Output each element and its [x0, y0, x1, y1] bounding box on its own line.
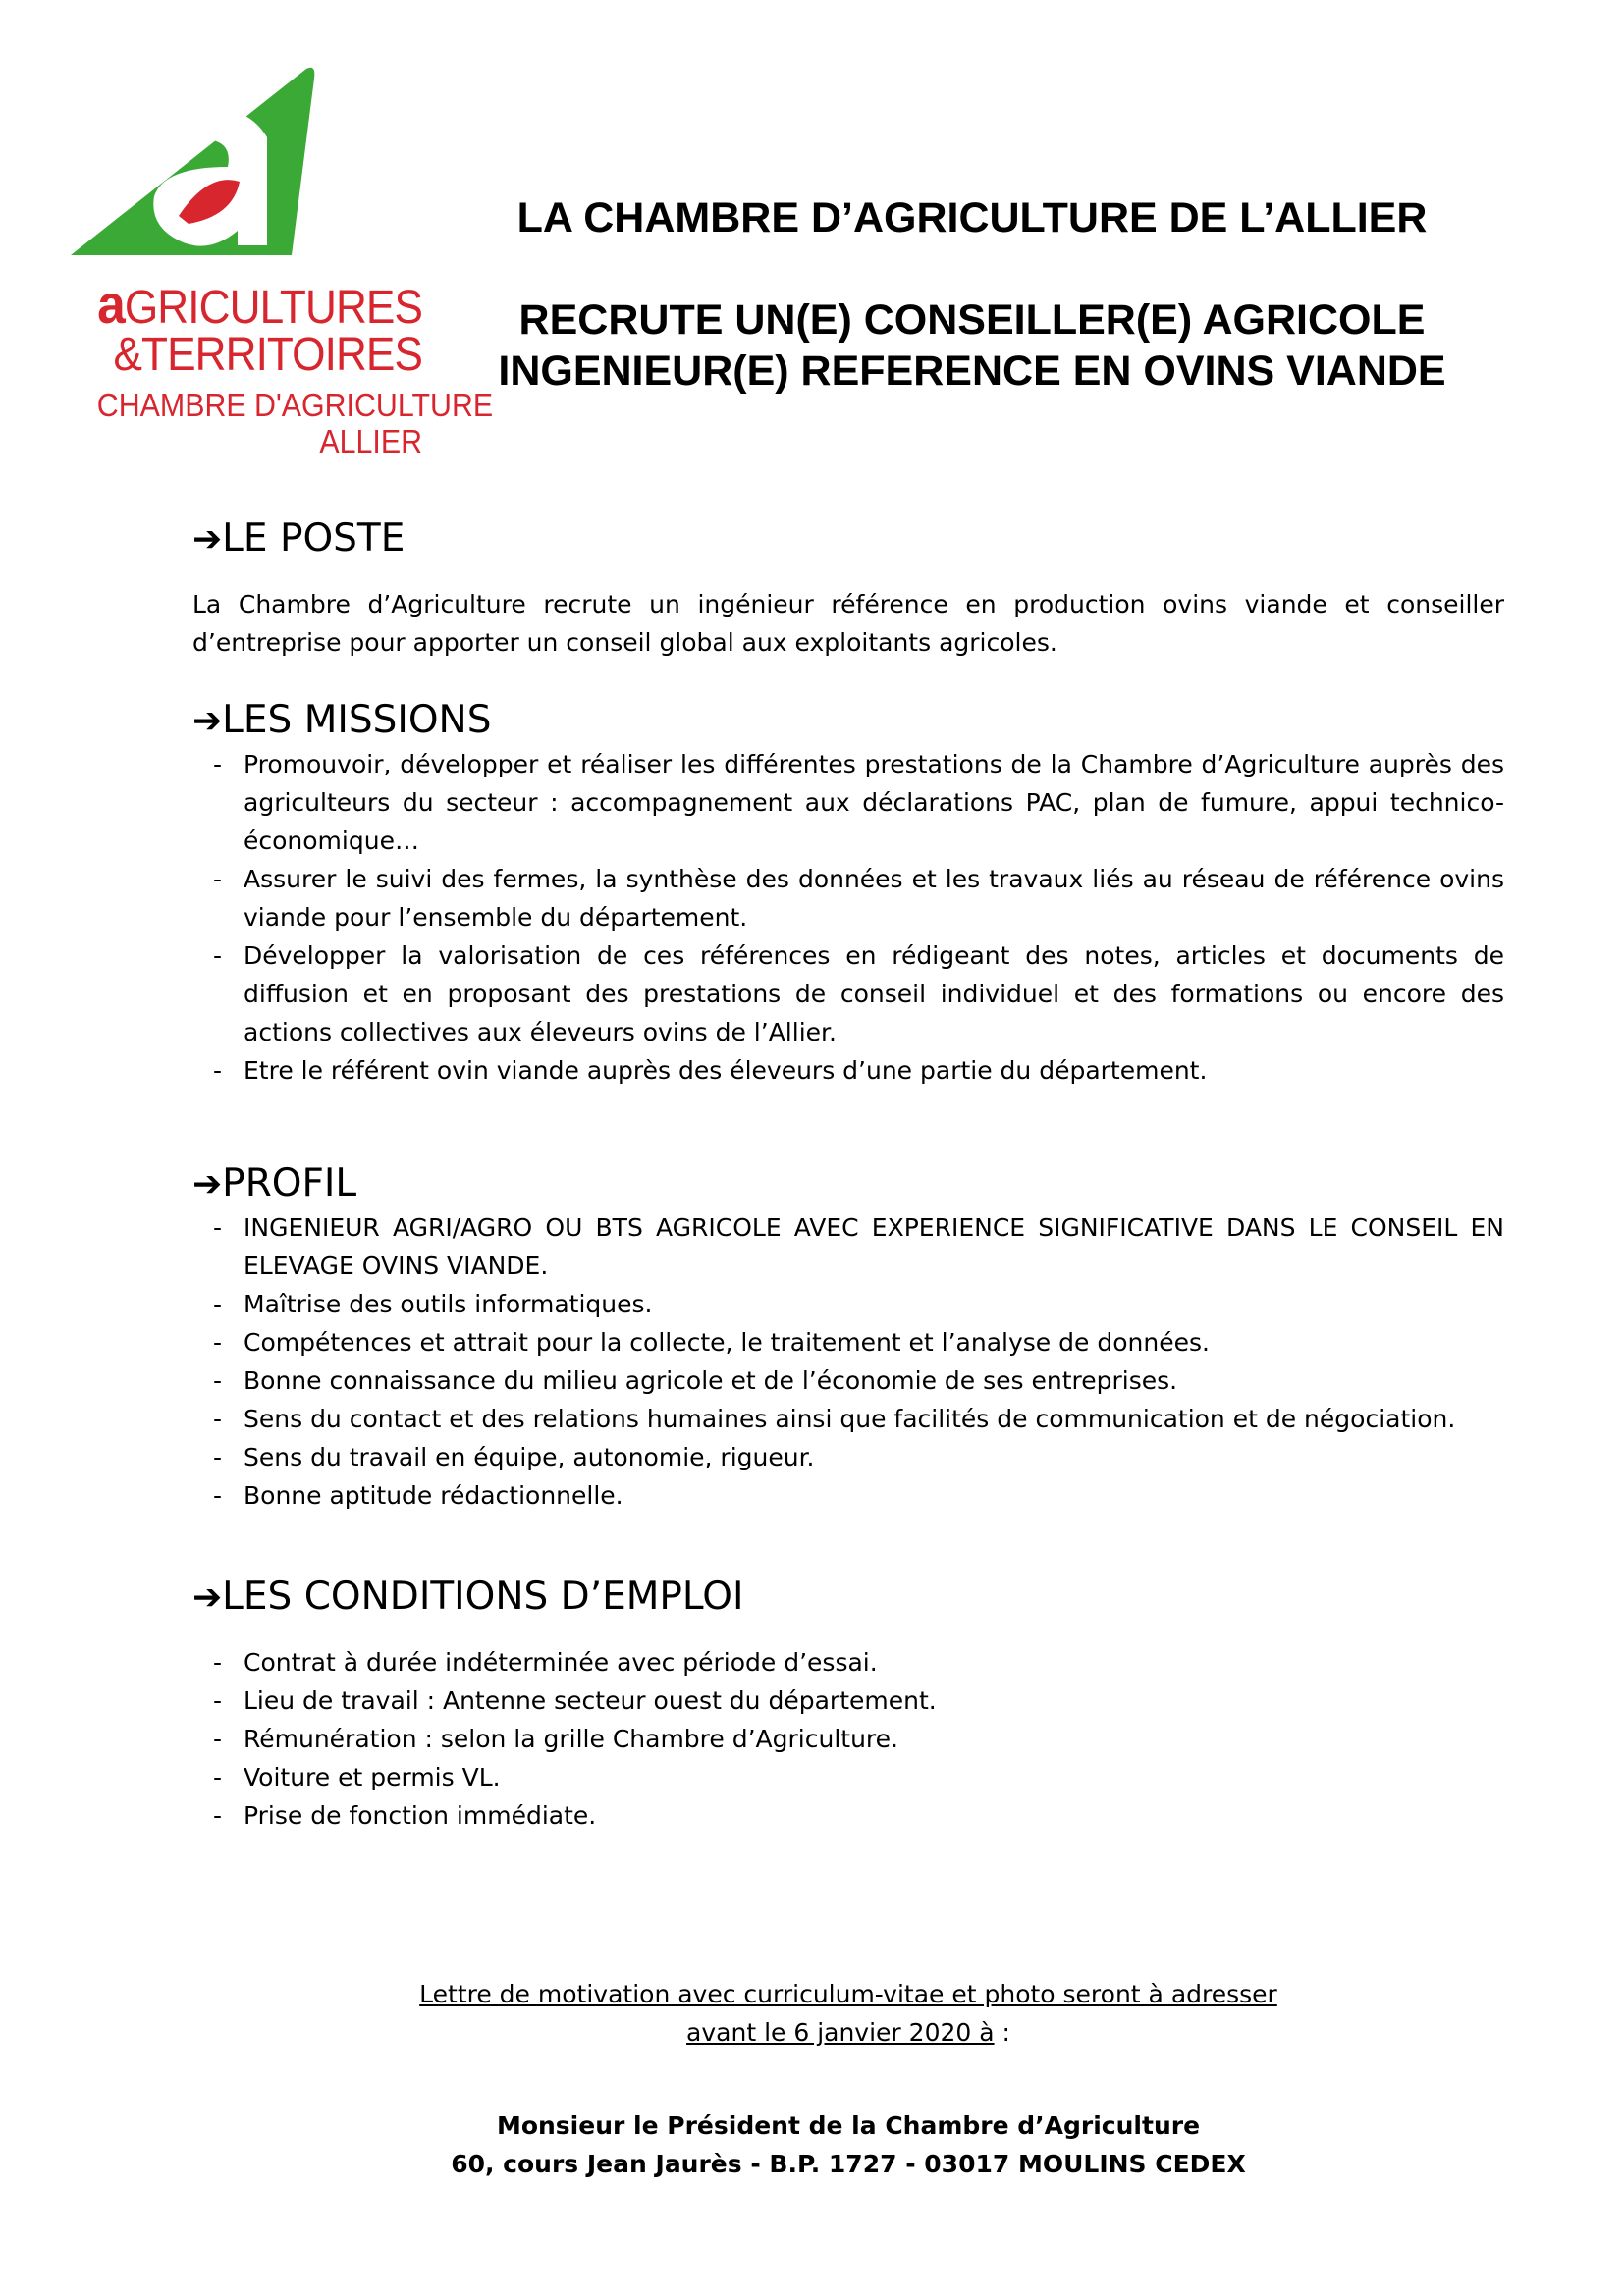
- list-item: - Assurer le suivi des fermes, la synthèse des données et les travaux liés au réseau de référence ovins viande pour l’ensemble du département.: [192, 860, 1504, 936]
- section-heading-conditions: ➔LES CONDITIONS D’EMPLOI: [192, 1575, 744, 1619]
- arrow-right-icon: ➔: [192, 519, 223, 560]
- list-item: - Prise de fonction immédiate.: [192, 1796, 1504, 1835]
- job-offer-body: [192, 515, 1504, 1835]
- logo-line-chambre: CHAMBRE D'AGRICULTURE: [96, 387, 494, 423]
- postal-address: [192, 2107, 1504, 2183]
- list-item: - Développer la valorisation de ces références en rédigeant des notes, articles et documents de diffusion et en proposant des prestations de conseil individuel et des formations ou encore des actions collectives aux éleveurs ovins de l’Allier.: [192, 936, 1504, 1051]
- logo-line-agricultures: aGRICULTURES: [97, 273, 422, 335]
- list-item: - Rémunération : selon la grille Chambre d’Agriculture.: [192, 1720, 1504, 1758]
- list-item: - INGENIEUR AGRI/AGRO OU BTS AGRICOLE AVEC EXPERIENCE SIGNIFICATIVE DANS LE CONSEIL EN ELEVAGE OVINS VIANDE.: [192, 1208, 1504, 1285]
- list-item: - Compétences et attrait pour la collecte, le traitement et l’analyse de données.: [192, 1323, 1504, 1362]
- address-line-1: Monsieur le Président de la Chambre d’Agriculture: [496, 2111, 1201, 2140]
- section-heading-missions: ➔LES MISSIONS: [192, 698, 492, 742]
- list-item: - Bonne connaissance du milieu agricole et de l’économie de ses entreprises.: [192, 1362, 1504, 1400]
- logo-line-territoires: &TERRITOIRES: [113, 329, 422, 381]
- application-instructions: [192, 1975, 1504, 2052]
- list-item: - Etre le référent ovin viande auprès des éleveurs d’une partie du département.: [192, 1051, 1504, 1090]
- list-item: - Sens du contact et des relations humaines ainsi que facilités de communication et de négociation.: [192, 1400, 1504, 1438]
- conditions-list: [192, 1643, 1504, 1835]
- page-title: LA CHAMBRE D’AGRICULTURE DE L’ALLIER: [516, 194, 1428, 241]
- list-item: - Contrat à durée indéterminée avec période d’essai.: [192, 1643, 1504, 1682]
- subtitle-line-2: INGENIEUR(E) REFERENCE EN OVINS VIANDE: [498, 347, 1446, 395]
- chambre-agriculture-logo: [59, 59, 494, 461]
- application-line-1: Lettre de motivation avec curriculum-vitae et photo seront à adresser: [419, 1980, 1277, 2008]
- list-item: - Bonne aptitude rédactionnelle.: [192, 1476, 1504, 1515]
- subtitle-line-1: RECRUTE UN(E) CONSEILLER(E) AGRICOLE: [518, 296, 1426, 344]
- list-item: - Voiture et permis VL.: [192, 1758, 1504, 1796]
- address-line-2: 60, cours Jean Jaurès - B.P. 1727 - 03017 MOULINS CEDEX: [451, 2150, 1246, 2178]
- page-subtitle: [432, 294, 1512, 397]
- application-line-2: avant le 6 janvier 2020 à :: [686, 2018, 1010, 2047]
- list-item: - Promouvoir, développer et réaliser les différentes prestations de la Chambre d’Agriculture auprès des agriculteurs du secteur : accompagnement aux déclarations PAC, plan de fumure, appui technico-économique…: [192, 745, 1504, 860]
- list-item: - Maîtrise des outils informatiques.: [192, 1285, 1504, 1323]
- arrow-right-icon: ➔: [192, 701, 223, 741]
- logo-emblem-icon: [71, 59, 365, 265]
- section-heading-profil: ➔PROFIL: [192, 1161, 357, 1205]
- logo-wordmark: [69, 273, 494, 459]
- section-heading-poste: ➔LE POSTE: [192, 516, 406, 561]
- missions-list: [192, 745, 1504, 1090]
- list-item: - Sens du travail en équipe, autonomie, rigueur.: [192, 1438, 1504, 1476]
- arrow-right-icon: ➔: [192, 1577, 223, 1618]
- profil-list: [192, 1208, 1504, 1515]
- list-item: - Lieu de travail : Antenne secteur ouest du département.: [192, 1682, 1504, 1720]
- logo-line-allier: ALLIER: [319, 423, 422, 459]
- arrow-right-icon: ➔: [192, 1164, 223, 1204]
- poste-description: La Chambre d’Agriculture recrute un ingénieur référence en production ovins viande et conseiller d’entreprise pour apporter un conseil global aux exploitants agricoles.: [192, 590, 1504, 657]
